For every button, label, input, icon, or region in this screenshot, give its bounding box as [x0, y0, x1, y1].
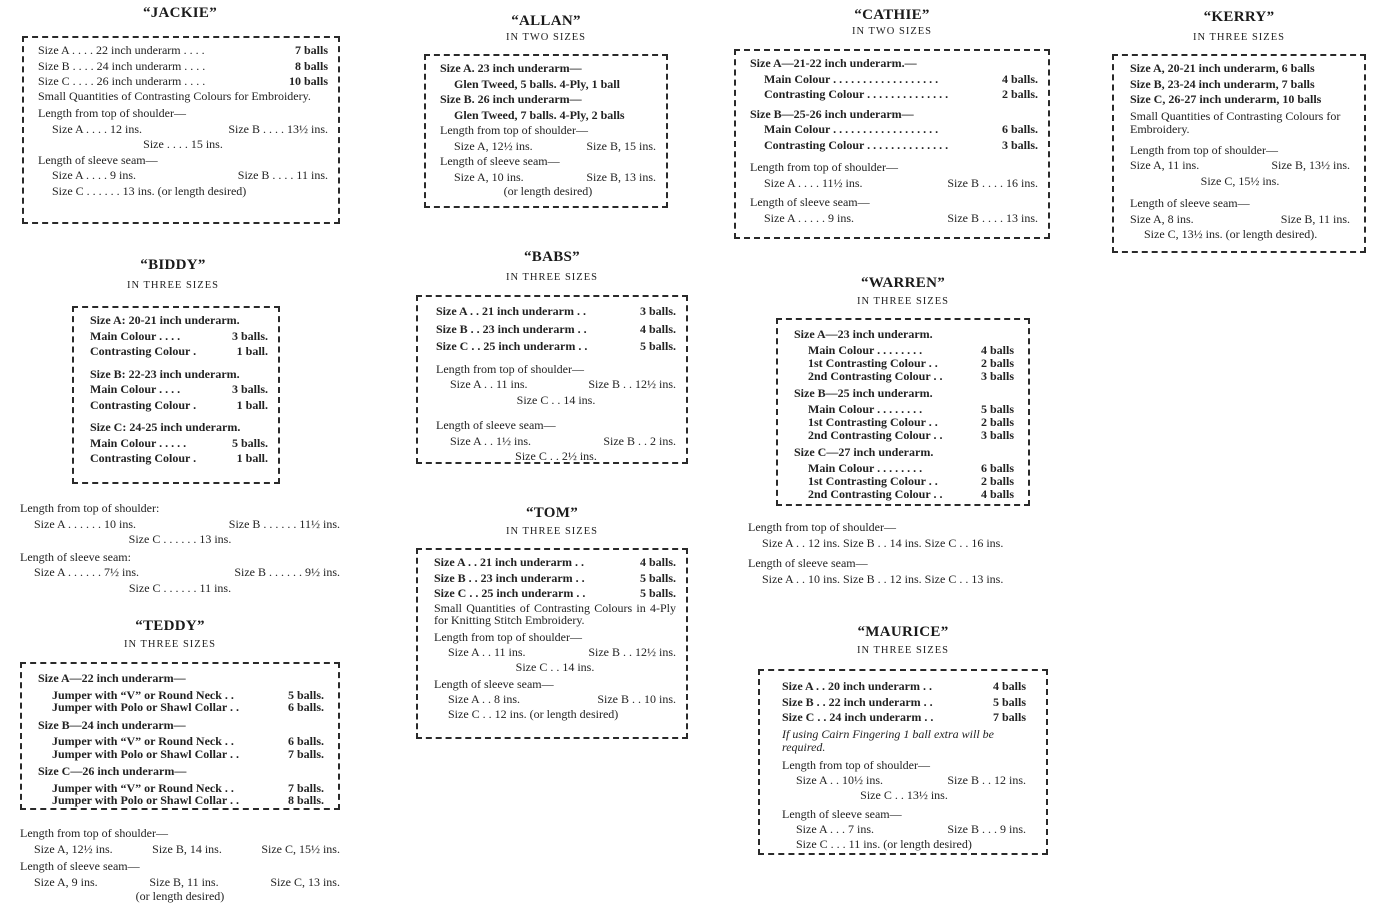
measurement-text: Size C . . . . . . 11 ins. [128, 580, 232, 595]
size-heading: Size A. 23 inch underarm— [440, 61, 582, 75]
pattern-title: “ALLAN” [511, 13, 581, 29]
size-line [434, 586, 676, 602]
measurement-line [782, 822, 1026, 838]
colour-text: 1st Contrasting Colour . . [808, 356, 938, 370]
measurement-text: Size C, 15½ ins. [1200, 173, 1280, 188]
quantity-text: 3 balls. [231, 328, 268, 343]
measurements-block [20, 501, 340, 596]
quantity-text: 5 balls. [231, 435, 268, 450]
measurement-text: Size B . . . . 16 ins. [947, 175, 1038, 190]
pattern-babs [416, 248, 688, 283]
garment-text: Jumper with Polo or Shawl Collar . . [52, 793, 240, 807]
quantity-text: 1 ball. [236, 451, 268, 465]
pattern-title: “WARREN” [860, 275, 946, 291]
size-heading: Size B—24 inch underarm— [38, 717, 186, 732]
pattern-allan [424, 12, 668, 43]
colour-text: Contrasting Colour . [90, 451, 197, 465]
measurement-text: Size B, 11 ins. [1280, 211, 1350, 226]
quantity-text: 3 balls [980, 369, 1014, 383]
colour-line [750, 72, 1038, 88]
pattern-subtitle: IN TWO SIZES [505, 32, 587, 43]
measurement-line [20, 581, 340, 597]
measurement-line [436, 434, 676, 450]
colour-line [750, 122, 1038, 138]
colour-line [794, 429, 1014, 442]
size-line: Size A, 20-21 inch underarm, 6 balls [1130, 61, 1315, 75]
section-heading: Length from top of shoulder— [440, 123, 588, 137]
measurement-text: Size C . . . 11 ins. (or length desired) [796, 836, 972, 851]
colour-line [750, 138, 1038, 154]
size-text: Size A . . 20 inch underarm . . [782, 679, 933, 693]
size-heading: Size A—23 inch underarm. [794, 327, 933, 341]
size-text: Size C . . 24 inch underarm . . [782, 710, 934, 724]
yarn-text: Glen Tweed, 7 balls. 4-Ply, 2 balls [454, 107, 625, 122]
measurement-text: Size C . . 14 ins. [515, 659, 595, 674]
pattern-kerry [1112, 8, 1366, 43]
size-line [434, 555, 676, 571]
note-text: If using Cairn Fingering 1 ball extra will be required. [782, 726, 994, 754]
colour-text: Main Colour . . . . [90, 328, 181, 343]
size-line [782, 710, 1026, 726]
colour-line [90, 382, 268, 398]
garment-text: Jumper with Polo or Shawl Collar . . [52, 700, 240, 714]
pattern-subtitle: IN THREE SIZES [127, 280, 219, 291]
colour-text: Main Colour . . . . . . . . [808, 461, 923, 475]
measurement-text: Size A, 12½ ins. [454, 138, 533, 153]
measurement-text: Size A . . . . . . 7½ ins. [34, 565, 140, 579]
colour-text: 2nd Contrasting Colour . . [808, 369, 943, 383]
pattern-warren [776, 274, 1030, 307]
size-text: Size C . . 25 inch underarm . . [436, 339, 588, 353]
section-heading: Length of sleeve seam— [440, 154, 560, 168]
pattern-title: “MAURICE” [857, 624, 949, 640]
pattern-title: “KERRY” [1203, 9, 1275, 25]
quantity-text: 6 balls. [287, 700, 324, 714]
measurement-text: Size B, 13 ins. [586, 169, 656, 184]
quantity-text: 8 balls [294, 58, 328, 73]
measurement-line [440, 185, 656, 197]
pattern-title: “JACKIE” [142, 5, 218, 21]
section-heading: Length of sleeve seam— [434, 676, 554, 691]
quantity-text: 5 balls. [639, 570, 676, 585]
size-heading: Size C—26 inch underarm— [38, 764, 187, 778]
measurement-text: Size C . . 2½ ins. [515, 449, 597, 463]
measurement-line [434, 645, 676, 661]
quantity-text: 2 balls. [1001, 87, 1038, 101]
colour-text: 2nd Contrasting Colour . . [808, 428, 943, 442]
measurement-line [436, 377, 676, 393]
measurement-text: Size C, 13 ins. [270, 874, 340, 889]
garment-line [38, 701, 324, 714]
size-line [38, 43, 328, 59]
measurement-text: Size B, 11 ins. [149, 874, 219, 889]
colour-text: Contrasting Colour . [90, 344, 197, 358]
size-line [38, 74, 328, 90]
measurement-text: Size A . . 1½ ins. [450, 433, 532, 448]
size-heading: Size A—21-22 inch underarm.— [750, 56, 917, 70]
measurement-text: Size A . . . . 12 ins. [52, 121, 143, 136]
measurement-line [436, 393, 676, 409]
quantity-text: 1 ball. [236, 344, 268, 358]
measurement-text: Size B, 13½ ins. [1271, 158, 1350, 172]
measurement-text: Size B . . . . . . 9½ ins. [234, 565, 340, 579]
pattern-subtitle: IN THREE SIZES [124, 639, 216, 650]
size-text: Size A . . . . 22 inch underarm . . . . [38, 43, 205, 57]
colour-text: Contrasting Colour . . . . . . . . . . . . . . [764, 87, 949, 101]
measurement-line [440, 139, 656, 155]
section-heading: Length from top of shoulder— [782, 757, 930, 772]
measurement-text: (or length desired) [135, 889, 225, 903]
quantity-text: 4 balls. [1001, 71, 1038, 86]
size-heading: Size A: 20-21 inch underarm. [90, 313, 240, 327]
yarn-requirements-box [416, 548, 688, 739]
measurement-text: Size B . . . . 13½ ins. [228, 121, 328, 136]
size-heading: Size B. 26 inch underarm— [440, 92, 582, 106]
measurements-block [20, 826, 340, 902]
measurement-line [1130, 174, 1350, 190]
yarn-requirements-box [424, 54, 668, 208]
measurement-text: Size A . . 11 ins. [450, 377, 528, 391]
colour-line [90, 398, 268, 414]
quantity-text: 3 balls [980, 428, 1014, 442]
pattern-subtitle: IN THREE SIZES [857, 645, 949, 656]
quantity-text: 7 balls. [287, 780, 324, 795]
pattern-subtitle: IN TWO SIZES [851, 26, 933, 37]
quantity-text: 5 balls [992, 694, 1026, 709]
colour-text: Main Colour . . . . . . . . [808, 402, 923, 416]
size-line [436, 322, 676, 338]
colour-text: Main Colour . . . . . . . . [808, 343, 923, 357]
measurement-line [20, 875, 340, 891]
yarn-requirements-box [776, 318, 1030, 506]
section-heading: Length from top of shoulder— [436, 361, 584, 376]
quantity-text: 7 balls [294, 43, 328, 57]
measurement-text: Size A, 11 ins. [1130, 158, 1200, 172]
measurement-text: Size B . . 12½ ins. [588, 645, 676, 659]
measurement-text: Size A, 12½ ins. [34, 841, 113, 856]
colour-line [90, 344, 268, 360]
measurement-text: Size A . . . . . . 10 ins. [34, 516, 137, 531]
pattern-biddy [20, 256, 326, 291]
quantity-text: 6 balls [980, 461, 1014, 475]
colour-text: Main Colour . . . . . . . . . . . . . . . . . . [764, 71, 939, 86]
pattern-title: “CATHIE” [854, 7, 930, 23]
quantity-text: 1 ball. [236, 397, 268, 412]
colour-text: 1st Contrasting Colour . . [808, 474, 938, 488]
quantity-text: 3 balls. [231, 382, 268, 396]
section-heading: Length of sleeve seam— [20, 859, 140, 873]
garment-line [38, 748, 324, 761]
measurement-text: Size B, 14 ins. [152, 841, 222, 856]
quantity-text: 7 balls [992, 710, 1026, 724]
section-heading: Length from top of shoulder— [434, 629, 582, 644]
measurement-text: Size A . . . . 9 ins. [52, 168, 137, 182]
size-line [436, 339, 676, 355]
quantity-text: 4 balls [980, 487, 1014, 501]
pattern-title: “BIDDY” [140, 257, 206, 273]
measurement-text: Size B . . . . . . 11½ ins. [228, 516, 340, 531]
colour-text: Main Colour . . . . [90, 382, 181, 396]
yarn-requirements-box [72, 306, 280, 484]
pattern-tom [416, 504, 688, 537]
measurement-line [1130, 212, 1350, 228]
yarn-requirements-box [416, 295, 688, 464]
section-heading: Length from top of shoulder— [748, 520, 896, 534]
size-heading: Size A—22 inch underarm— [38, 671, 186, 685]
size-line [782, 695, 1026, 711]
size-text: Size B . . 23 inch underarm . . [436, 321, 587, 336]
quantity-text: 4 balls [980, 343, 1014, 357]
measurement-line [20, 565, 340, 581]
pattern-subtitle: IN THREE SIZES [857, 296, 949, 307]
measurement-line [38, 168, 328, 184]
pattern-title: “TOM” [525, 505, 579, 521]
measurement-text: Size B . . . . 13 ins. [947, 210, 1038, 225]
measurement-line [20, 517, 340, 533]
note-text: Small Quantities of Contrasting Colours for Embroidery. [1130, 108, 1341, 136]
size-text: Size C . . 25 inch underarm . . [434, 586, 586, 600]
quantity-text: 7 balls. [287, 746, 324, 761]
size-text: Size C . . . . 26 inch underarm . . . . [38, 74, 206, 88]
measurement-text: Size C . . 14 ins. [516, 392, 596, 407]
size-text: Size B . . 22 inch underarm . . [782, 694, 933, 709]
pattern-subtitle: IN THREE SIZES [506, 272, 598, 283]
garment-text: Jumper with “V” or Round Neck . . [52, 734, 234, 748]
measurement-text: Size B . . 12 ins. [947, 773, 1026, 787]
yarn-requirements-box [22, 36, 340, 224]
measurement-line [440, 170, 656, 186]
section-heading: Length from top of shoulder— [1130, 142, 1278, 157]
measurement-line [1130, 158, 1350, 174]
quantity-text: 5 balls. [639, 339, 676, 353]
colour-text: Contrasting Colour . [90, 397, 197, 412]
quantity-text: 3 balls. [1001, 137, 1038, 152]
quantity-text: 10 balls [288, 74, 328, 88]
quantity-text: 6 balls. [287, 734, 324, 748]
section-heading: Length from top of shoulder: [20, 501, 160, 515]
yarn-requirements-box [1112, 54, 1366, 253]
measurement-text: Size A . . 8 ins. [448, 692, 521, 706]
garment-text: Jumper with “V” or Round Neck . . [52, 687, 234, 702]
measurement-text: Size B . . 10 ins. [597, 692, 676, 706]
section-heading: Length from top of shoulder— [38, 106, 186, 120]
size-heading: Size C—27 inch underarm. [794, 445, 934, 459]
colour-text: 2nd Contrasting Colour . . [808, 487, 943, 501]
measurement-line [436, 449, 676, 465]
size-text: Size B . . 23 inch underarm . . [434, 570, 585, 585]
colour-text: 1st Contrasting Colour . . [808, 415, 938, 429]
section-heading: Length from top of shoulder— [20, 826, 168, 840]
quantity-text: 4 balls. [639, 555, 676, 569]
pattern-teddy [20, 617, 320, 650]
garment-line [38, 794, 324, 807]
garment-text: Jumper with “V” or Round Neck . . [52, 780, 234, 795]
measurement-text: Size C . . . . . . 13 ins. (or length desired) [52, 183, 247, 198]
size-line [782, 679, 1026, 695]
measurement-line [20, 532, 340, 548]
quantity-text: 5 balls [980, 402, 1014, 416]
colour-line [794, 370, 1014, 383]
pattern-jackie [20, 4, 340, 22]
size-heading: Size B: 22-23 inch underarm. [90, 366, 240, 381]
size-text: Size B . . . . 24 inch underarm . . . . [38, 58, 206, 73]
measurement-line [782, 789, 1026, 801]
measurement-text: Size B . . . . 11 ins. [237, 168, 328, 182]
measurement-line [20, 890, 340, 902]
measurement-text: Size A, 9 ins. [34, 874, 98, 889]
measurement-text: Size A . . . . . 9 ins. [764, 210, 855, 225]
colour-line [90, 436, 268, 452]
measurement-text: Size C . . . . . . 13 ins. [128, 532, 232, 546]
size-line: Size B, 23-24 inch underarm, 7 balls [1130, 76, 1315, 91]
measurement-text: Size A, 10 ins. [454, 169, 524, 184]
size-line: Size C, 26-27 inch underarm, 10 balls [1130, 92, 1322, 106]
size-line [38, 59, 328, 75]
measurement-text: (or length desired) [503, 184, 593, 198]
quantity-text: 5 balls. [639, 586, 676, 600]
measurement-line [782, 773, 1026, 789]
measurement-line [750, 211, 1038, 227]
measurement-text: Size B, 15 ins. [586, 138, 656, 153]
measurement-text: Size B . . 2 ins. [603, 433, 676, 448]
colour-line [794, 488, 1014, 501]
yarn-text: Glen Tweed, 5 balls. 4-Ply, 1 ball [454, 76, 620, 91]
measurement-text: Size C . . 13½ ins. [860, 787, 948, 802]
measurement-line [38, 137, 328, 153]
pattern-subtitle: IN THREE SIZES [1193, 32, 1285, 43]
measurement-text: Size B . . 12½ ins. [588, 377, 676, 391]
measurement-text: Size A, 8 ins. [1130, 211, 1194, 226]
quantity-text: 5 balls. [287, 687, 324, 702]
quantity-text: 8 balls. [287, 793, 324, 807]
colour-text: Contrasting Colour . . . . . . . . . . . . . . [764, 137, 949, 152]
section-heading: Length of sleeve seam— [436, 418, 556, 432]
quantity-text: 3 balls. [639, 304, 676, 318]
colour-text: Main Colour . . . . . . . . . . . . . . . . . . [764, 122, 939, 136]
quantity-text: 2 balls [980, 415, 1014, 429]
note-text: Small Quantities of Contrasting Colours for Embroidery. [38, 88, 311, 103]
colour-line [90, 451, 268, 467]
pattern-subtitle: IN THREE SIZES [506, 526, 598, 537]
measurement-line [750, 176, 1038, 192]
size-heading: Size B—25-26 inch underarm— [750, 106, 914, 121]
measurement-text: Size C, 15½ ins. [261, 841, 340, 856]
section-heading: Length of sleeve seam— [1130, 196, 1250, 210]
measurement-text: Size A . . 11 ins. [448, 645, 526, 659]
section-heading: Length from top of shoulder— [750, 160, 898, 174]
section-heading: Length of sleeve seam— [38, 152, 158, 167]
measurement-text: Size A . . . 7 ins. [796, 822, 875, 836]
size-heading: Size C: 24-25 inch underarm. [90, 420, 241, 434]
measurement-line [434, 661, 676, 673]
note-text: Small Quantities of Contrasting Colours in 4-Ply for Knitting Stitch Embroidery. [434, 600, 676, 627]
section-heading: Length of sleeve seam— [782, 806, 902, 821]
quantity-text: 4 balls. [639, 321, 676, 336]
pattern-cathie [734, 6, 1050, 37]
colour-line [90, 329, 268, 345]
measurement-text: Size A . . 10½ ins. [796, 773, 884, 787]
size-text: Size A . . 21 inch underarm . . [436, 304, 587, 318]
quantity-text: 4 balls [992, 679, 1026, 693]
measurement-line [38, 122, 328, 138]
section-heading: Length of sleeve seam— [748, 556, 868, 570]
colour-text: Main Colour . . . . . [90, 435, 187, 450]
section-heading: Length of sleeve seam— [750, 195, 870, 209]
colour-line [750, 87, 1038, 103]
pattern-title: “TEDDY” [135, 618, 205, 634]
yarn-requirements-box [734, 49, 1050, 239]
measurement-text: Size C . . 12 ins. (or length desired) [448, 706, 619, 721]
size-heading: Size B—25 inch underarm. [794, 386, 933, 400]
pattern-title: “BABS” [524, 249, 580, 265]
measurement-text: Size C, 13½ ins. (or length desired). [1144, 227, 1318, 241]
measurement-text: Size A . . 12 ins. Size B . . 14 ins. Size C . . 16 ins. [762, 535, 1004, 550]
quantity-text: 6 balls. [1001, 122, 1038, 136]
quantity-text: 2 balls [980, 356, 1014, 370]
measurement-line [20, 842, 340, 858]
size-line [436, 304, 676, 320]
measurement-text: Size . . . . 15 ins. [143, 137, 223, 151]
measurement-line [434, 692, 676, 708]
yarn-requirements-box [20, 662, 340, 810]
garment-text: Jumper with Polo or Shawl Collar . . [52, 746, 240, 761]
size-text: Size A . . 21 inch underarm . . [434, 555, 585, 569]
measurement-text: Size A . . . . 11½ ins. [764, 175, 863, 190]
pattern-maurice [758, 623, 1048, 656]
quantity-text: 2 balls [980, 474, 1014, 488]
section-heading: Length of sleeve seam: [20, 549, 131, 564]
yarn-requirements-box [758, 669, 1048, 855]
measurement-text: Size B . . . 9 ins. [947, 822, 1026, 836]
size-line [434, 571, 676, 587]
garment-line [38, 735, 324, 748]
measurement-text: Size A . . 10 ins. Size B . . 12 ins. Size C . . 13 ins. [762, 571, 1004, 586]
measurements-block [748, 520, 1078, 587]
